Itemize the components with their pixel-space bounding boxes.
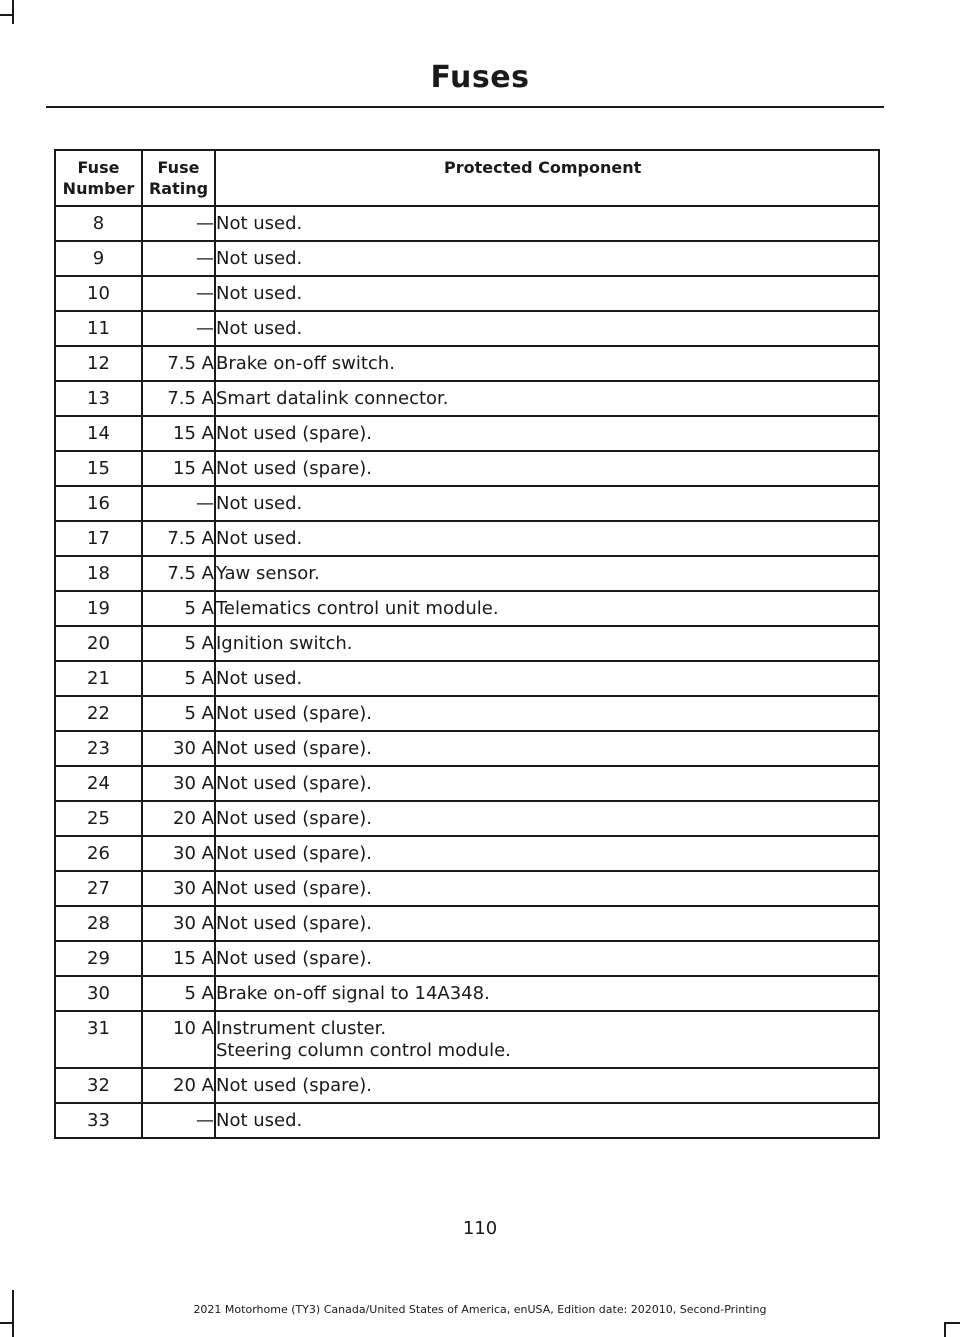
component-line: Not used (spare). — [216, 703, 372, 724]
title-divider — [46, 106, 884, 108]
fuse-rating-cell: 5 A — [142, 661, 215, 696]
protected-component-cell — [215, 941, 879, 976]
table-row — [55, 381, 879, 416]
protected-component-cell — [215, 311, 879, 346]
fuse-rating-cell: 15 A — [142, 941, 215, 976]
table-row — [55, 626, 879, 661]
crop-mark — [944, 1322, 946, 1337]
table-row — [55, 416, 879, 451]
fuse-number-cell: 10 — [55, 276, 142, 311]
fuse-rating-cell: 7.5 A — [142, 381, 215, 416]
protected-component-cell — [215, 206, 879, 241]
protected-component-cell — [215, 1068, 879, 1103]
component-line: Not used. — [216, 668, 303, 689]
fuse-number-cell: 14 — [55, 416, 142, 451]
protected-component-cell — [215, 696, 879, 731]
protected-component-cell — [215, 346, 879, 381]
table-row — [55, 801, 879, 836]
component-line: Not used (spare). — [216, 948, 372, 969]
fuse-rating-cell: — — [142, 1103, 215, 1138]
table-row — [55, 871, 879, 906]
component-line: Not used. — [216, 493, 303, 514]
fuse-number-cell: 21 — [55, 661, 142, 696]
fuse-rating-cell: 10 A — [142, 1011, 215, 1068]
protected-component-cell — [215, 521, 879, 556]
fuse-number-cell: 8 — [55, 206, 142, 241]
table-row — [55, 486, 879, 521]
protected-component-cell — [215, 1103, 879, 1138]
fuse-number-cell: 20 — [55, 626, 142, 661]
protected-component-cell — [215, 276, 879, 311]
component-line: Not used (spare). — [216, 1075, 372, 1096]
header-fuse-number: Fuse Number — [55, 150, 142, 206]
table-row — [55, 1011, 879, 1068]
fuse-number-cell: 30 — [55, 976, 142, 1011]
page-footer: 2021 Motorhome (TY3) Canada/United States of America, enUSA, Edition date: 202010, Second-Printing — [193, 1303, 767, 1316]
fuse-rating-cell: 5 A — [142, 696, 215, 731]
table-row — [55, 1068, 879, 1103]
protected-component-cell — [215, 451, 879, 486]
component-line: Not used (spare). — [216, 808, 372, 829]
component-line: Smart datalink connector. — [216, 388, 449, 409]
protected-component-cell — [215, 731, 879, 766]
component-line: Not used (spare). — [216, 423, 372, 444]
table-row — [55, 661, 879, 696]
header-protected-component: Protected Component — [215, 150, 879, 206]
component-line: Not used. — [216, 318, 303, 339]
fuse-rating-cell: 7.5 A — [142, 521, 215, 556]
protected-component-cell — [215, 626, 879, 661]
protected-component-cell — [215, 976, 879, 1011]
fuse-rating-cell: 30 A — [142, 906, 215, 941]
component-line: Yaw sensor. — [216, 563, 320, 584]
component-line: Not used. — [216, 283, 303, 304]
fuse-rating-cell: 5 A — [142, 591, 215, 626]
fuse-number-cell: 12 — [55, 346, 142, 381]
protected-component-cell — [215, 871, 879, 906]
table-row — [55, 451, 879, 486]
protected-component-cell — [215, 906, 879, 941]
fuse-number-cell: 16 — [55, 486, 142, 521]
table-row — [55, 276, 879, 311]
protected-component-cell — [215, 661, 879, 696]
protected-component-cell — [215, 836, 879, 871]
fuse-number-cell: 13 — [55, 381, 142, 416]
fuse-number-cell: 29 — [55, 941, 142, 976]
table-row — [55, 696, 879, 731]
component-line: Not used (spare). — [216, 458, 372, 479]
fuse-rating-cell: 15 A — [142, 416, 215, 451]
component-line: Not used (spare). — [216, 913, 372, 934]
protected-component-cell — [215, 416, 879, 451]
fuse-number-cell: 15 — [55, 451, 142, 486]
component-line: Brake on-off switch. — [216, 353, 395, 374]
fuse-rating-cell: 20 A — [142, 1068, 215, 1103]
protected-component-cell — [215, 556, 879, 591]
fuse-number-cell: 32 — [55, 1068, 142, 1103]
fuse-number-cell: 26 — [55, 836, 142, 871]
component-line: Not used. — [216, 248, 303, 269]
fuse-rating-cell: 15 A — [142, 451, 215, 486]
fuse-number-cell: 24 — [55, 766, 142, 801]
fuse-rating-cell: 20 A — [142, 801, 215, 836]
fuse-number-cell: 33 — [55, 1103, 142, 1138]
fuse-rating-cell: — — [142, 241, 215, 276]
fuse-number-cell: 11 — [55, 311, 142, 346]
fuse-rating-cell: 7.5 A — [142, 346, 215, 381]
component-line: Not used (spare). — [216, 738, 372, 759]
table-row — [55, 346, 879, 381]
table-row — [55, 906, 879, 941]
fuse-rating-cell: 5 A — [142, 626, 215, 661]
table-row — [55, 836, 879, 871]
protected-component-cell — [215, 486, 879, 521]
fuse-number-cell: 27 — [55, 871, 142, 906]
fuse-table-body — [55, 206, 879, 1138]
protected-component-cell — [215, 801, 879, 836]
component-line: Not used (spare). — [216, 773, 372, 794]
table-row — [55, 976, 879, 1011]
fuse-number-cell: 23 — [55, 731, 142, 766]
fuse-number-cell: 22 — [55, 696, 142, 731]
page-title: Fuses — [430, 60, 530, 95]
crop-mark — [0, 14, 14, 16]
protected-component-cell — [215, 591, 879, 626]
component-line: Not used. — [216, 528, 303, 549]
component-line: Not used (spare). — [216, 843, 372, 864]
table-row — [55, 731, 879, 766]
crop-mark — [944, 1322, 960, 1324]
fuse-rating-cell: — — [142, 276, 215, 311]
fuse-number-cell: 18 — [55, 556, 142, 591]
component-line: Ignition switch. — [216, 633, 353, 654]
protected-component-cell — [215, 766, 879, 801]
fuse-rating-cell: 7.5 A — [142, 556, 215, 591]
protected-component-cell — [215, 1011, 879, 1068]
header-fuse-rating: Fuse Rating — [142, 150, 215, 206]
fuse-rating-cell: 30 A — [142, 836, 215, 871]
table-row — [55, 1103, 879, 1138]
fuse-rating-cell: — — [142, 206, 215, 241]
fuse-rating-cell: — — [142, 311, 215, 346]
protected-component-cell — [215, 241, 879, 276]
protected-component-cell — [215, 381, 879, 416]
page-number: 110 — [462, 1218, 498, 1239]
fuse-number-cell: 28 — [55, 906, 142, 941]
component-line: Telematics control unit module. — [216, 598, 499, 619]
fuse-table — [54, 149, 880, 1139]
table-row — [55, 591, 879, 626]
table-header-row — [55, 150, 879, 206]
table-row — [55, 241, 879, 276]
component-line: Not used. — [216, 1110, 303, 1131]
table-row — [55, 311, 879, 346]
table-row — [55, 766, 879, 801]
component-line: Not used (spare). — [216, 878, 372, 899]
table-row — [55, 941, 879, 976]
fuse-number-cell: 31 — [55, 1011, 142, 1068]
fuse-number-cell: 9 — [55, 241, 142, 276]
fuse-rating-cell: 30 A — [142, 731, 215, 766]
component-line: Brake on-off signal to 14A348. — [216, 983, 490, 1004]
table-row — [55, 556, 879, 591]
fuse-number-cell: 17 — [55, 521, 142, 556]
component-line: Instrument cluster. — [216, 1018, 387, 1039]
fuse-number-cell: 19 — [55, 591, 142, 626]
table-row — [55, 206, 879, 241]
fuse-rating-cell: 30 A — [142, 766, 215, 801]
component-line: Steering column control module. — [216, 1040, 511, 1061]
component-line: Not used. — [216, 213, 303, 234]
table-row — [55, 521, 879, 556]
fuse-rating-cell: — — [142, 486, 215, 521]
fuse-rating-cell: 5 A — [142, 976, 215, 1011]
crop-mark — [0, 1322, 14, 1324]
fuse-rating-cell: 30 A — [142, 871, 215, 906]
crop-mark — [12, 0, 14, 24]
fuse-number-cell: 25 — [55, 801, 142, 836]
